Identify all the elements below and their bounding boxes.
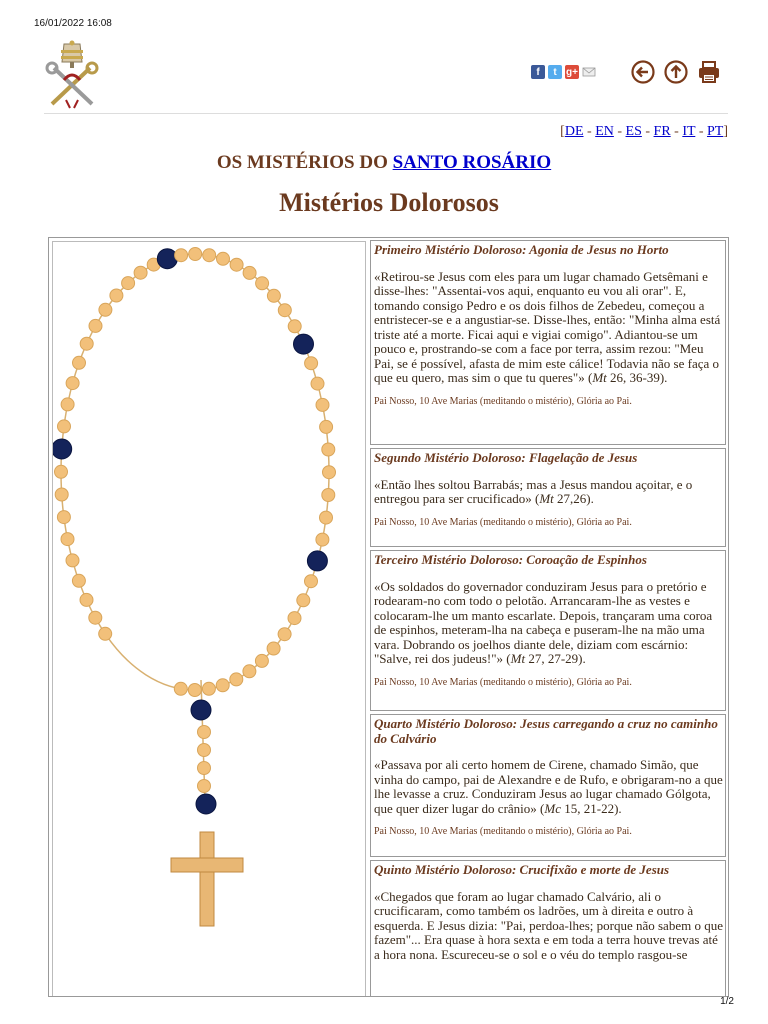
mystery-text: «Passava por ali certo homem de Cirene, chamado Simão, que vinha do campo, pai de Alexandre e de Rufo, e obrigaram-no a que lhe levasse a cruz. Conduziram Jesus ao lugar chamado Gólgota, que quer dizer lugar do crânio» (Mc 15, 21-22). bbox=[374, 757, 723, 816]
rosary-bead bbox=[198, 726, 211, 739]
rosary-bead bbox=[230, 673, 243, 686]
rosary-string bbox=[61, 254, 329, 690]
rosary-bead bbox=[99, 627, 112, 640]
facebook-icon[interactable]: f bbox=[531, 65, 545, 79]
rosary-bead bbox=[288, 320, 301, 333]
lang-es[interactable]: ES bbox=[625, 124, 642, 139]
rosary-bead bbox=[175, 249, 188, 262]
rosary-bead bbox=[61, 398, 74, 411]
print-icon[interactable] bbox=[697, 60, 721, 84]
mystery-card-1 bbox=[370, 240, 726, 445]
rosary-bead bbox=[134, 266, 147, 279]
mysteries-column bbox=[370, 240, 726, 997]
twitter-icon[interactable]: t bbox=[548, 65, 562, 79]
rosary-bead-large bbox=[294, 334, 314, 354]
rosary-bead bbox=[316, 533, 329, 546]
rosary-bead bbox=[55, 465, 68, 478]
rosary-bead bbox=[267, 642, 280, 655]
rosary-bead bbox=[216, 679, 229, 692]
rosary-image bbox=[53, 242, 365, 962]
mystery-card-3 bbox=[370, 550, 726, 711]
rosary-bead bbox=[297, 594, 310, 607]
up-icon[interactable] bbox=[664, 60, 688, 84]
rosary-bead bbox=[58, 420, 71, 433]
cross-vertical bbox=[200, 832, 214, 926]
rosary-bead bbox=[217, 252, 230, 265]
rosary-bead-large bbox=[157, 249, 177, 269]
rosary-bead bbox=[202, 682, 215, 695]
lang-it[interactable]: IT bbox=[682, 124, 696, 139]
rosary-bead bbox=[203, 249, 216, 262]
page-navigation bbox=[631, 60, 721, 84]
back-icon[interactable] bbox=[631, 60, 655, 84]
mystery-prayer: Pai Nosso, 10 Ave Marias (meditando o mistério), Glória ao Pai. bbox=[374, 516, 632, 528]
header-divider bbox=[44, 113, 728, 114]
rosary-bead bbox=[320, 511, 333, 524]
rosary-bead bbox=[110, 289, 123, 302]
page-subtitle: OS MISTÉRIOS DO SANTO ROSÁRIO bbox=[216, 152, 552, 173]
cross-horizontal bbox=[171, 858, 243, 872]
rosary-bead bbox=[267, 289, 280, 302]
lang-fr[interactable]: FR bbox=[653, 124, 671, 139]
rosary-bead bbox=[288, 612, 301, 625]
lang-pt[interactable]: PT bbox=[706, 124, 724, 139]
mystery-prayer: Pai Nosso, 10 Ave Marias (meditando o mistério), Glória ao Pai. bbox=[374, 395, 632, 407]
mystery-heading: Primeiro Mistério Doloroso: Agonia de Jesus no Horto bbox=[374, 242, 669, 257]
share-icons bbox=[531, 65, 596, 79]
rosary-bead bbox=[89, 611, 102, 624]
santo-rosario-link[interactable]: SANTO ROSÁRIO bbox=[392, 152, 552, 173]
rosary-bead bbox=[198, 744, 211, 757]
lang-de[interactable]: DE bbox=[564, 124, 584, 139]
rosary-bead bbox=[99, 303, 112, 316]
email-icon[interactable] bbox=[582, 65, 596, 79]
mystery-prayer: Pai Nosso, 10 Ave Marias (meditando o mistério), Glória ao Pai. bbox=[374, 826, 632, 837]
mystery-text: «Retirou-se Jesus com eles para um lugar chamado Getsêmani e disse-lhes: "Assentai-vos aqui, enquanto eu vou ali orar". E, tomando consigo Pedro e os dois filhos de Zebedeu, começou a entristecer-se e a angustiar-se. Disse-lhes, então: "Minha alma está triste até a morte. Ficai aqui e vigiai comigo". Adiantou-se um pouco e, prostrando-se com a face por terra, assim rezou: "Meu Pai, se é possível, afasta de mim este cálice! Todavia não se faça o que eu quero, mas sim o que tu queres"» (Mt 26, 36-39). bbox=[374, 268, 721, 385]
google-plus-icon[interactable]: g+ bbox=[566, 66, 578, 78]
page-title: Mistérios Dolorosos bbox=[279, 188, 499, 217]
rosary-bead bbox=[61, 533, 74, 546]
mystery-text: «Então lhes soltou Barrabás; mas a Jesus mandou açoitar, e o entregou para ser crucificado» (Mt 27,26). bbox=[374, 476, 693, 506]
rosary-bead bbox=[73, 356, 86, 369]
rosary-bead bbox=[278, 628, 291, 641]
rosary-bead bbox=[80, 337, 93, 350]
language-selector: [DE - EN - ES - FR - IT - PT] bbox=[560, 124, 728, 139]
page-number: 1/2 bbox=[720, 996, 734, 1007]
rosary-bead bbox=[305, 575, 318, 588]
rosary-bead bbox=[305, 357, 318, 370]
rosary-bead-large bbox=[191, 700, 211, 720]
mystery-heading: Quinto Mistério Doloroso: Crucifixão e morte de Jesus bbox=[374, 862, 670, 877]
mystery-heading: Terceiro Mistério Doloroso: Coroação de Espinhos bbox=[374, 552, 647, 567]
papal-emblem bbox=[44, 40, 100, 110]
rosary-bead bbox=[80, 593, 93, 606]
rosary-bead bbox=[66, 377, 79, 390]
rosary-bead bbox=[198, 780, 211, 793]
rosary-bead bbox=[320, 420, 333, 433]
mystery-text: «Os soldados do governador conduziram Jesus para o pretório e rodearam-no com todo o pelotão. Arrancaram-lhe as vestes e colocaram-lhe um manto escarlate. Depois, trançaram uma coroa de espinhos, meteram-lha na cabeça e puseram-lhe na mão uma vara. Dobrando os joelhos diante dele, diziam com escárnio: "Salve, rei dos judeus!"» (Mt 27, 27-29). bbox=[374, 578, 713, 666]
rosary-bead bbox=[189, 248, 202, 261]
rosary-bead bbox=[316, 398, 329, 411]
rosary-bead bbox=[243, 665, 256, 678]
rosary-bead bbox=[230, 258, 243, 271]
mystery-card-4 bbox=[370, 714, 726, 857]
rosary-bead bbox=[174, 682, 187, 695]
mystery-card-5 bbox=[370, 860, 726, 997]
rosary-bead-large bbox=[53, 439, 72, 459]
mysteries-table bbox=[48, 237, 729, 997]
rosary-bead bbox=[66, 554, 79, 567]
print-datetime: 16/01/2022 16:08 bbox=[34, 18, 112, 29]
mystery-heading: Quarto Mistério Doloroso: Jesus carregando a cruz no caminho do Calvário bbox=[374, 716, 718, 746]
rosary-bead bbox=[89, 319, 102, 332]
rosary-bead bbox=[122, 277, 135, 290]
rosary-bead bbox=[55, 488, 68, 501]
rosary-bead bbox=[322, 443, 335, 456]
lang-en[interactable]: EN bbox=[595, 124, 614, 139]
mystery-heading: Segundo Mistério Doloroso: Flagelação de Jesus bbox=[374, 450, 638, 465]
rosary-bead bbox=[256, 277, 269, 290]
rosary-bead bbox=[243, 266, 256, 279]
rosary-bead bbox=[278, 304, 291, 317]
rosary-bead bbox=[198, 762, 211, 775]
rosary-bead-large bbox=[196, 794, 216, 814]
rosary-bead bbox=[57, 511, 70, 524]
rosary-bead bbox=[188, 684, 201, 697]
rosary-bead bbox=[255, 654, 268, 667]
rosary-bead bbox=[323, 466, 336, 479]
rosary-bead-large bbox=[307, 551, 327, 571]
mystery-text: «Chegados que foram ao lugar chamado Calvário, ali o crucificaram, como também os ladrões, um à direita e outro à esquerda. E Jesus dizia: "Pai, perdoa-lhes; porque não sabem o que fazem"... Era quase à hora sexta e em toda a terra houve trevas até a hora nona. Escureceu-se o sol e o véu do templo rasgou-se bbox=[374, 888, 723, 962]
rosary-image-cell bbox=[52, 241, 366, 997]
mystery-card-2 bbox=[370, 448, 726, 547]
rosary-bead bbox=[72, 574, 85, 587]
rosary-bead bbox=[322, 489, 335, 502]
mystery-prayer: Pai Nosso, 10 Ave Marias (meditando o mistério), Glória ao Pai. bbox=[374, 676, 632, 688]
rosary-bead bbox=[311, 377, 324, 390]
